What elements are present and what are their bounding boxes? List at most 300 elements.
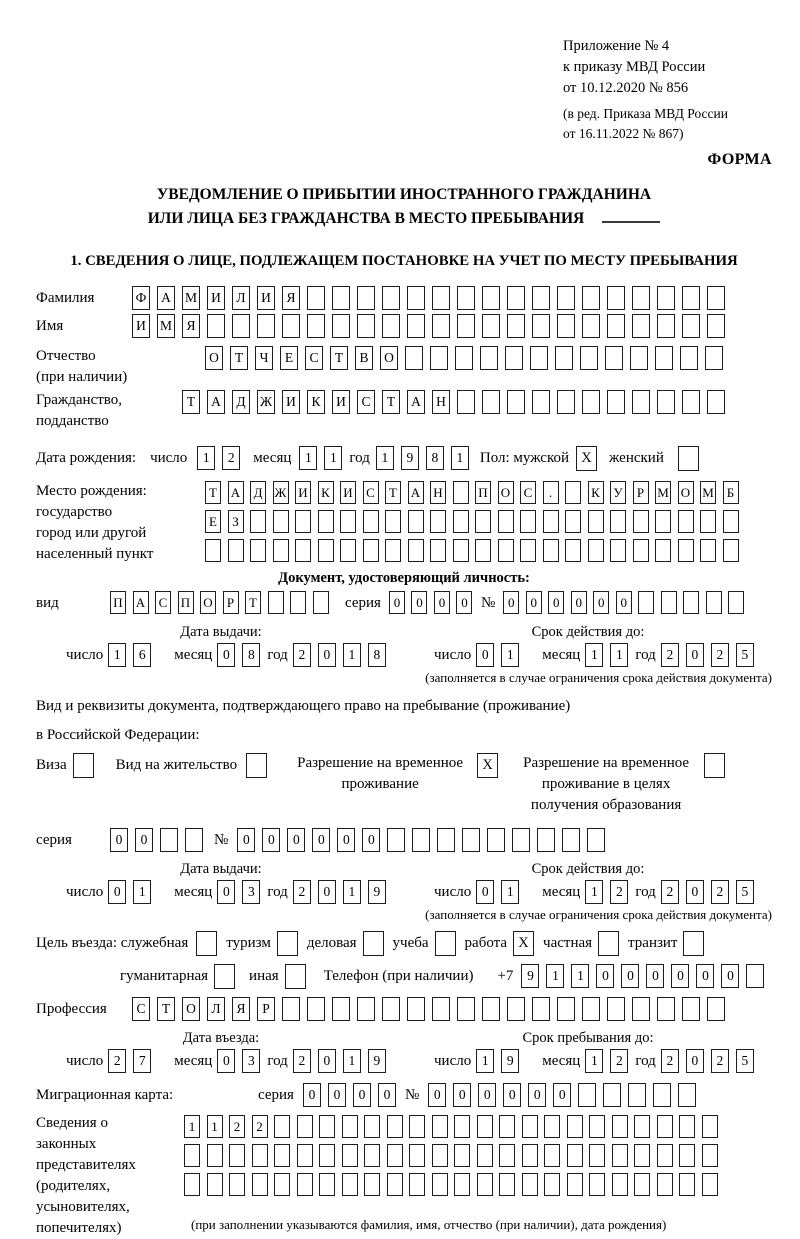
char-cell[interactable] (475, 510, 491, 533)
char-cell[interactable]: Т (230, 346, 248, 370)
char-cell[interactable] (700, 539, 716, 562)
char-cell[interactable]: 0 (318, 643, 336, 667)
char-cell[interactable] (382, 997, 400, 1021)
char-cell[interactable]: 1 (451, 446, 469, 470)
char-cell[interactable]: 0 (303, 1083, 321, 1107)
char-cell[interactable] (160, 828, 178, 852)
char-cell[interactable] (723, 510, 739, 533)
char-cell[interactable] (612, 1115, 628, 1138)
char-cell[interactable] (475, 539, 491, 562)
char-cell[interactable]: 0 (318, 880, 336, 904)
char-cell[interactable]: 7 (133, 1049, 151, 1073)
char-cell[interactable]: Ф (132, 286, 150, 310)
char-cell[interactable] (634, 1144, 650, 1167)
char-cell[interactable]: А (133, 591, 149, 614)
char-cell[interactable] (385, 510, 401, 533)
char-cell[interactable] (453, 539, 469, 562)
char-cell[interactable]: 1 (571, 964, 589, 988)
char-cell[interactable]: О (182, 997, 200, 1021)
char-cell[interactable] (678, 510, 694, 533)
char-cell[interactable] (295, 510, 311, 533)
char-cell[interactable]: 3 (242, 1049, 260, 1073)
char-cell[interactable] (632, 286, 650, 310)
char-cell[interactable]: С (363, 481, 379, 504)
char-cell[interactable] (682, 314, 700, 338)
char-cell[interactable]: П (178, 591, 194, 614)
char-cell[interactable]: Т (385, 481, 401, 504)
char-cell[interactable] (307, 286, 325, 310)
char-cell[interactable]: М (157, 314, 175, 338)
char-cell[interactable] (407, 314, 425, 338)
char-cell[interactable] (295, 539, 311, 562)
char-cell[interactable]: 0 (571, 591, 587, 614)
char-cell[interactable] (562, 828, 580, 852)
private-checkbox[interactable] (598, 931, 619, 956)
char-cell[interactable]: 0 (596, 964, 614, 988)
char-cell[interactable] (405, 346, 423, 370)
char-cell[interactable] (407, 997, 425, 1021)
char-cell[interactable] (387, 1144, 403, 1167)
char-cell[interactable] (340, 510, 356, 533)
char-cell[interactable] (357, 286, 375, 310)
char-cell[interactable] (678, 1083, 696, 1107)
char-cell[interactable] (630, 346, 648, 370)
char-cell[interactable] (522, 1115, 538, 1138)
char-cell[interactable] (555, 346, 573, 370)
char-cell[interactable]: Я (232, 997, 250, 1021)
char-cell[interactable]: 1 (133, 880, 151, 904)
char-cell[interactable]: И (132, 314, 150, 338)
char-cell[interactable]: Л (232, 286, 250, 310)
char-cell[interactable]: 1 (197, 446, 215, 470)
char-cell[interactable]: 0 (453, 1083, 471, 1107)
char-cell[interactable]: 1 (376, 446, 394, 470)
char-cell[interactable]: 2 (252, 1115, 268, 1138)
char-cell[interactable]: Л (207, 997, 225, 1021)
char-cell[interactable] (499, 1115, 515, 1138)
char-cell[interactable] (588, 510, 604, 533)
char-cell[interactable] (628, 1083, 646, 1107)
char-cell[interactable] (207, 1144, 223, 1167)
char-cell[interactable]: Д (250, 481, 266, 504)
char-cell[interactable] (274, 1144, 290, 1167)
char-cell[interactable] (653, 1083, 671, 1107)
char-cell[interactable]: 0 (237, 828, 255, 852)
char-cell[interactable] (632, 997, 650, 1021)
char-cell[interactable]: Т (205, 481, 221, 504)
char-cell[interactable]: А (228, 481, 244, 504)
char-cell[interactable]: 1 (585, 880, 603, 904)
char-cell[interactable] (307, 314, 325, 338)
char-cell[interactable] (707, 314, 725, 338)
char-cell[interactable] (507, 286, 525, 310)
char-cell[interactable] (207, 1173, 223, 1196)
char-cell[interactable] (477, 1144, 493, 1167)
char-cell[interactable]: О (380, 346, 398, 370)
char-cell[interactable] (707, 390, 725, 414)
char-cell[interactable] (578, 1083, 596, 1107)
char-cell[interactable] (487, 828, 505, 852)
char-cell[interactable] (342, 1115, 358, 1138)
char-cell[interactable]: 0 (328, 1083, 346, 1107)
char-cell[interactable]: П (475, 481, 491, 504)
char-cell[interactable]: 0 (616, 591, 632, 614)
char-cell[interactable]: С (357, 390, 375, 414)
char-cell[interactable]: 0 (217, 643, 235, 667)
char-cell[interactable]: У (610, 481, 626, 504)
char-cell[interactable]: 0 (389, 591, 405, 614)
char-cell[interactable] (702, 1115, 718, 1138)
char-cell[interactable] (706, 591, 722, 614)
char-cell[interactable]: 9 (401, 446, 419, 470)
char-cell[interactable]: 0 (287, 828, 305, 852)
char-cell[interactable]: М (655, 481, 671, 504)
char-cell[interactable] (589, 1173, 605, 1196)
char-cell[interactable] (543, 510, 559, 533)
char-cell[interactable] (700, 510, 716, 533)
char-cell[interactable]: О (205, 346, 223, 370)
char-cell[interactable]: Р (223, 591, 239, 614)
char-cell[interactable]: О (498, 481, 514, 504)
char-cell[interactable]: 1 (343, 880, 361, 904)
char-cell[interactable]: О (200, 591, 216, 614)
char-cell[interactable]: Ж (257, 390, 275, 414)
char-cell[interactable] (657, 1115, 673, 1138)
char-cell[interactable] (482, 286, 500, 310)
char-cell[interactable]: Н (430, 481, 446, 504)
temp-residence-checkbox[interactable]: X (477, 753, 498, 778)
char-cell[interactable]: 2 (229, 1115, 245, 1138)
char-cell[interactable]: 1 (546, 964, 564, 988)
char-cell[interactable]: С (132, 997, 150, 1021)
char-cell[interactable]: 0 (135, 828, 153, 852)
char-cell[interactable]: 2 (711, 880, 729, 904)
char-cell[interactable]: 0 (362, 828, 380, 852)
char-cell[interactable] (457, 997, 475, 1021)
char-cell[interactable] (185, 828, 203, 852)
char-cell[interactable]: 1 (585, 1049, 603, 1073)
char-cell[interactable] (707, 997, 725, 1021)
char-cell[interactable]: 2 (711, 1049, 729, 1073)
char-cell[interactable]: 1 (476, 1049, 494, 1073)
char-cell[interactable]: 0 (721, 964, 739, 988)
char-cell[interactable] (363, 539, 379, 562)
char-cell[interactable] (607, 314, 625, 338)
char-cell[interactable]: Д (232, 390, 250, 414)
humanitarian-checkbox[interactable] (214, 964, 235, 989)
char-cell[interactable] (437, 828, 455, 852)
char-cell[interactable] (455, 346, 473, 370)
char-cell[interactable] (409, 1115, 425, 1138)
char-cell[interactable] (268, 591, 284, 614)
char-cell[interactable] (610, 510, 626, 533)
char-cell[interactable] (532, 390, 550, 414)
tourism-checkbox[interactable] (277, 931, 298, 956)
char-cell[interactable] (342, 1173, 358, 1196)
char-cell[interactable]: 8 (242, 643, 260, 667)
char-cell[interactable] (313, 591, 329, 614)
char-cell[interactable] (520, 539, 536, 562)
char-cell[interactable] (498, 510, 514, 533)
char-cell[interactable] (480, 346, 498, 370)
char-cell[interactable]: 1 (610, 643, 628, 667)
char-cell[interactable] (522, 1144, 538, 1167)
char-cell[interactable]: 0 (337, 828, 355, 852)
char-cell[interactable] (482, 390, 500, 414)
char-cell[interactable] (250, 539, 266, 562)
char-cell[interactable] (363, 510, 379, 533)
char-cell[interactable]: 1 (324, 446, 342, 470)
char-cell[interactable] (610, 539, 626, 562)
char-cell[interactable]: 2 (610, 880, 628, 904)
char-cell[interactable]: 0 (318, 1049, 336, 1073)
char-cell[interactable]: И (340, 481, 356, 504)
char-cell[interactable] (543, 539, 559, 562)
char-cell[interactable] (297, 1173, 313, 1196)
char-cell[interactable] (332, 997, 350, 1021)
char-cell[interactable]: С (305, 346, 323, 370)
char-cell[interactable]: А (407, 390, 425, 414)
char-cell[interactable] (205, 539, 221, 562)
char-cell[interactable] (252, 1144, 268, 1167)
char-cell[interactable] (707, 286, 725, 310)
char-cell[interactable] (432, 286, 450, 310)
char-cell[interactable]: 1 (585, 643, 603, 667)
char-cell[interactable]: М (700, 481, 716, 504)
char-cell[interactable] (657, 997, 675, 1021)
char-cell[interactable] (678, 539, 694, 562)
char-cell[interactable] (565, 539, 581, 562)
char-cell[interactable]: 0 (434, 591, 450, 614)
char-cell[interactable] (634, 1115, 650, 1138)
char-cell[interactable]: Н (432, 390, 450, 414)
char-cell[interactable] (252, 1173, 268, 1196)
char-cell[interactable] (661, 591, 677, 614)
char-cell[interactable]: . (543, 481, 559, 504)
char-cell[interactable] (457, 314, 475, 338)
char-cell[interactable] (319, 1173, 335, 1196)
char-cell[interactable] (683, 591, 699, 614)
char-cell[interactable]: Р (633, 481, 649, 504)
char-cell[interactable]: 0 (476, 880, 494, 904)
char-cell[interactable] (387, 828, 405, 852)
char-cell[interactable]: 5 (736, 880, 754, 904)
char-cell[interactable] (229, 1173, 245, 1196)
char-cell[interactable] (530, 346, 548, 370)
char-cell[interactable]: К (307, 390, 325, 414)
char-cell[interactable] (567, 1173, 583, 1196)
char-cell[interactable]: А (207, 390, 225, 414)
char-cell[interactable]: 2 (293, 880, 311, 904)
char-cell[interactable]: 0 (503, 1083, 521, 1107)
char-cell[interactable] (532, 286, 550, 310)
char-cell[interactable] (408, 539, 424, 562)
char-cell[interactable] (332, 314, 350, 338)
char-cell[interactable] (746, 964, 764, 988)
char-cell[interactable] (679, 1144, 695, 1167)
char-cell[interactable]: Я (282, 286, 300, 310)
char-cell[interactable]: С (155, 591, 171, 614)
char-cell[interactable]: З (228, 510, 244, 533)
char-cell[interactable]: 0 (108, 880, 126, 904)
char-cell[interactable] (679, 1173, 695, 1196)
char-cell[interactable] (657, 1144, 673, 1167)
char-cell[interactable] (184, 1144, 200, 1167)
char-cell[interactable]: Я (182, 314, 200, 338)
char-cell[interactable]: 0 (548, 591, 564, 614)
char-cell[interactable]: 8 (368, 643, 386, 667)
char-cell[interactable]: В (355, 346, 373, 370)
char-cell[interactable] (702, 1173, 718, 1196)
char-cell[interactable] (364, 1173, 380, 1196)
char-cell[interactable] (655, 346, 673, 370)
residence-permit-checkbox[interactable] (246, 753, 267, 778)
char-cell[interactable]: 2 (661, 1049, 679, 1073)
char-cell[interactable] (582, 286, 600, 310)
char-cell[interactable] (274, 1115, 290, 1138)
char-cell[interactable] (229, 1144, 245, 1167)
char-cell[interactable] (250, 510, 266, 533)
char-cell[interactable]: О (678, 481, 694, 504)
char-cell[interactable] (387, 1115, 403, 1138)
char-cell[interactable] (409, 1173, 425, 1196)
char-cell[interactable]: 0 (411, 591, 427, 614)
char-cell[interactable]: 0 (646, 964, 664, 988)
char-cell[interactable] (607, 286, 625, 310)
char-cell[interactable] (682, 997, 700, 1021)
char-cell[interactable] (499, 1173, 515, 1196)
char-cell[interactable] (679, 1115, 695, 1138)
char-cell[interactable] (482, 997, 500, 1021)
char-cell[interactable] (567, 1144, 583, 1167)
char-cell[interactable] (565, 481, 581, 504)
char-cell[interactable] (605, 346, 623, 370)
char-cell[interactable] (430, 510, 446, 533)
char-cell[interactable] (655, 539, 671, 562)
char-cell[interactable]: Ж (273, 481, 289, 504)
char-cell[interactable] (432, 1173, 448, 1196)
char-cell[interactable]: 6 (133, 643, 151, 667)
char-cell[interactable] (364, 1115, 380, 1138)
char-cell[interactable]: 0 (428, 1083, 446, 1107)
char-cell[interactable]: И (207, 286, 225, 310)
char-cell[interactable] (728, 591, 744, 614)
char-cell[interactable]: 9 (368, 880, 386, 904)
char-cell[interactable]: 0 (378, 1083, 396, 1107)
char-cell[interactable]: 1 (343, 643, 361, 667)
char-cell[interactable]: 9 (501, 1049, 519, 1073)
char-cell[interactable] (657, 286, 675, 310)
char-cell[interactable] (432, 997, 450, 1021)
char-cell[interactable]: Р (257, 997, 275, 1021)
char-cell[interactable] (357, 314, 375, 338)
char-cell[interactable] (702, 1144, 718, 1167)
char-cell[interactable] (407, 286, 425, 310)
char-cell[interactable]: 0 (553, 1083, 571, 1107)
char-cell[interactable] (507, 997, 525, 1021)
char-cell[interactable]: Т (330, 346, 348, 370)
char-cell[interactable] (385, 539, 401, 562)
char-cell[interactable] (557, 997, 575, 1021)
char-cell[interactable] (430, 539, 446, 562)
char-cell[interactable] (412, 828, 430, 852)
char-cell[interactable]: 1 (343, 1049, 361, 1073)
char-cell[interactable] (532, 314, 550, 338)
char-cell[interactable] (318, 539, 334, 562)
char-cell[interactable] (522, 1173, 538, 1196)
char-cell[interactable] (290, 591, 306, 614)
sex-female-checkbox[interactable] (678, 446, 699, 471)
char-cell[interactable] (633, 539, 649, 562)
char-cell[interactable]: 0 (478, 1083, 496, 1107)
char-cell[interactable]: И (282, 390, 300, 414)
char-cell[interactable] (505, 346, 523, 370)
temp-residence-education-checkbox[interactable] (704, 753, 725, 778)
char-cell[interactable] (454, 1173, 470, 1196)
char-cell[interactable] (567, 1115, 583, 1138)
char-cell[interactable] (657, 390, 675, 414)
char-cell[interactable]: Т (157, 997, 175, 1021)
char-cell[interactable]: И (295, 481, 311, 504)
char-cell[interactable] (632, 390, 650, 414)
char-cell[interactable] (432, 1144, 448, 1167)
char-cell[interactable]: И (332, 390, 350, 414)
char-cell[interactable]: 0 (456, 591, 472, 614)
char-cell[interactable]: 2 (293, 643, 311, 667)
char-cell[interactable] (332, 286, 350, 310)
char-cell[interactable]: 0 (671, 964, 689, 988)
char-cell[interactable] (387, 1173, 403, 1196)
char-cell[interactable] (680, 346, 698, 370)
char-cell[interactable] (340, 539, 356, 562)
char-cell[interactable]: Ч (255, 346, 273, 370)
char-cell[interactable]: 2 (711, 643, 729, 667)
char-cell[interactable]: К (588, 481, 604, 504)
char-cell[interactable]: 0 (476, 643, 494, 667)
char-cell[interactable]: 0 (686, 643, 704, 667)
char-cell[interactable]: С (520, 481, 536, 504)
char-cell[interactable] (477, 1173, 493, 1196)
char-cell[interactable] (507, 314, 525, 338)
char-cell[interactable] (457, 390, 475, 414)
char-cell[interactable]: И (257, 286, 275, 310)
char-cell[interactable] (705, 346, 723, 370)
char-cell[interactable] (557, 314, 575, 338)
char-cell[interactable] (557, 390, 575, 414)
char-cell[interactable]: 2 (610, 1049, 628, 1073)
char-cell[interactable] (282, 314, 300, 338)
char-cell[interactable] (588, 539, 604, 562)
char-cell[interactable]: 0 (696, 964, 714, 988)
char-cell[interactable] (432, 1115, 448, 1138)
char-cell[interactable] (462, 828, 480, 852)
char-cell[interactable] (612, 1144, 628, 1167)
char-cell[interactable]: 8 (426, 446, 444, 470)
char-cell[interactable] (582, 997, 600, 1021)
char-cell[interactable] (638, 591, 654, 614)
char-cell[interactable]: Е (280, 346, 298, 370)
char-cell[interactable] (657, 1173, 673, 1196)
other-checkbox[interactable] (285, 964, 306, 989)
char-cell[interactable]: А (157, 286, 175, 310)
char-cell[interactable] (364, 1144, 380, 1167)
visa-checkbox[interactable] (73, 753, 94, 778)
char-cell[interactable]: 3 (242, 880, 260, 904)
char-cell[interactable]: 0 (593, 591, 609, 614)
char-cell[interactable] (453, 481, 469, 504)
char-cell[interactable] (544, 1115, 560, 1138)
char-cell[interactable] (612, 1173, 628, 1196)
